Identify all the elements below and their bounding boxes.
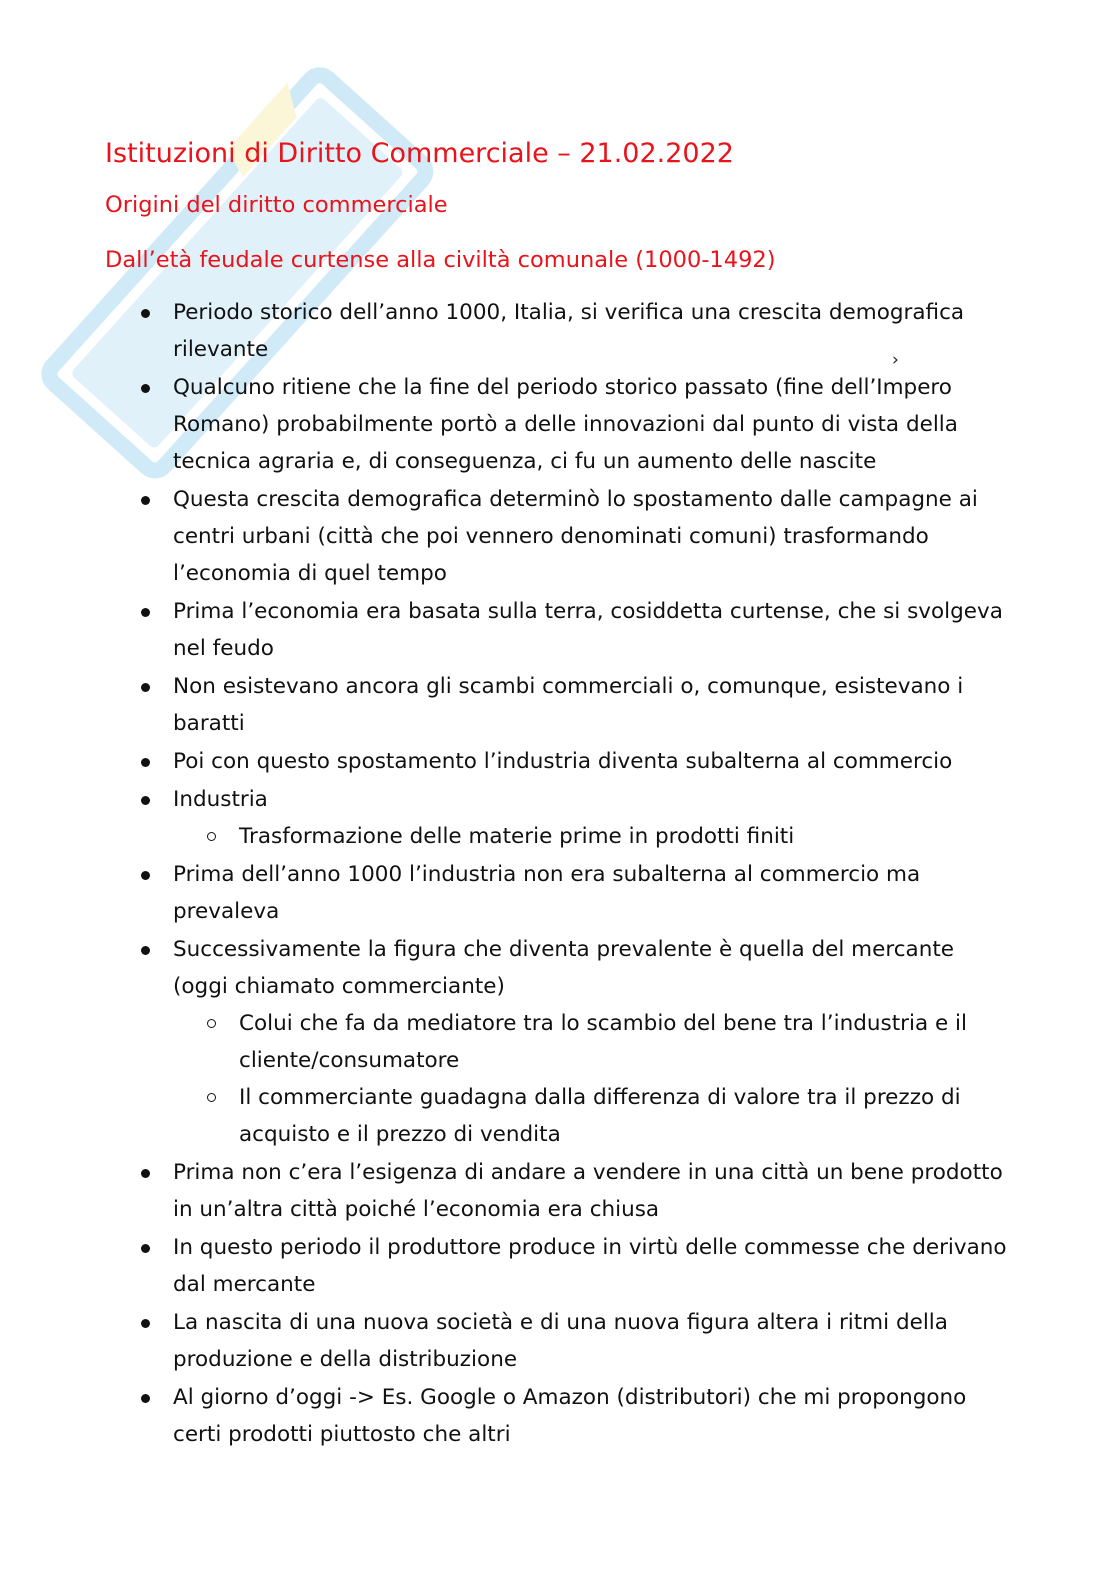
document-body: [105, 132, 1015, 1454]
sub-list: [173, 1005, 1015, 1153]
bullet-icon: [141, 871, 150, 880]
bullet-icon: [141, 309, 150, 318]
sub-list-item-text: Il commerciante guadagna dalla differenza di valore tra il prezzo di acquisto e il prezzo di vendita: [239, 1085, 961, 1147]
circle-bullet-icon: [207, 1093, 216, 1102]
bullet-icon: [141, 384, 150, 393]
stray-mark: ›: [892, 350, 899, 370]
bullet-icon: [141, 1319, 150, 1328]
list-item-text: Questa crescita demografica determinò lo spostamento dalle campagne ai centri urbani (città che poi vennero denominati comuni) trasformando l’economia di quel tempo: [173, 487, 978, 586]
bullet-icon: [141, 1169, 150, 1178]
list-item: [105, 1229, 1015, 1303]
sub-list: [173, 818, 1015, 855]
list-item-text: Poi con questo spostamento l’industria diventa subalterna al commercio: [173, 749, 953, 774]
bullet-icon: [141, 796, 150, 805]
list-item-text: La nascita di una nuova società e di una nuova figura altera i ritmi della produzione e della distribuzione: [173, 1310, 948, 1372]
list-item: [105, 856, 1015, 930]
list-item-text: Prima l’economia era basata sulla terra, cosiddetta curtense, che si svolgeva nel feudo: [173, 599, 1003, 661]
list-item: [105, 781, 1015, 855]
sub-list-item-text: Colui che fa da mediatore tra lo scambio del bene tra l’industria e il cliente/consumatore: [239, 1011, 967, 1073]
sub-list-item: [173, 1005, 1015, 1079]
list-item: [105, 743, 1015, 780]
list-item-text: Prima dell’anno 1000 l’industria non era subalterna al commercio ma prevaleva: [173, 862, 921, 924]
bullet-list: [105, 294, 1015, 1453]
section-heading-origins: Origini del diritto commerciale: [105, 192, 448, 218]
list-item: [105, 931, 1015, 1153]
list-item-text: Prima non c’era l’esigenza di andare a vendere in una città un bene prodotto in un’altra città poiché l’economia era chiusa: [173, 1160, 1003, 1222]
list-item: [105, 593, 1015, 667]
list-item: [105, 1379, 1015, 1453]
bullet-icon: [141, 946, 150, 955]
list-item-text: Non esistevano ancora gli scambi commerciali o, comunque, esistevano i baratti: [173, 674, 964, 736]
section-heading-period: Dall’età feudale curtense alla civiltà comunale (1000-1492): [105, 247, 776, 273]
document-title: Istituzioni di Diritto Commerciale – 21.02.2022: [105, 138, 734, 169]
sub-list-item: [173, 818, 1015, 855]
circle-bullet-icon: [207, 1019, 216, 1028]
sub-list-item-text: Trasformazione delle materie prime in prodotti finiti: [239, 824, 795, 849]
list-item: [105, 1154, 1015, 1228]
bullet-icon: [141, 496, 150, 505]
list-item-text: Al giorno d’oggi -> Es. Google o Amazon (distributori) che mi propongono certi prodotti piuttosto che altri: [173, 1385, 967, 1447]
list-item-text: In questo periodo il produttore produce in virtù delle commesse che derivano dal mercante: [173, 1235, 1007, 1297]
list-item: [105, 668, 1015, 742]
sub-list-item: [173, 1079, 1015, 1153]
list-item-text: Successivamente la figura che diventa prevalente è quella del mercante (oggi chiamato commerciante): [173, 937, 954, 999]
bullet-icon: [141, 608, 150, 617]
list-item: [105, 369, 1015, 480]
circle-bullet-icon: [207, 832, 216, 841]
list-item-text: Periodo storico dell’anno 1000, Italia, si verifica una crescita demografica rilevante: [173, 300, 965, 362]
list-item: [105, 481, 1015, 592]
list-item-text: Qualcuno ritiene che la fine del periodo storico passato (fine dell’Impero Romano) probabilmente portò a delle innovazioni dal punto di vista della tecnica agraria e, di conseguenza, ci fu un aumento delle nascite: [173, 375, 958, 474]
bullet-icon: [141, 1244, 150, 1253]
list-item: [105, 1304, 1015, 1378]
list-item: [105, 294, 1015, 368]
bullet-icon: [141, 683, 150, 692]
bullet-icon: [141, 1394, 150, 1403]
bullet-icon: [141, 758, 150, 767]
list-item-text: Industria: [173, 787, 268, 812]
